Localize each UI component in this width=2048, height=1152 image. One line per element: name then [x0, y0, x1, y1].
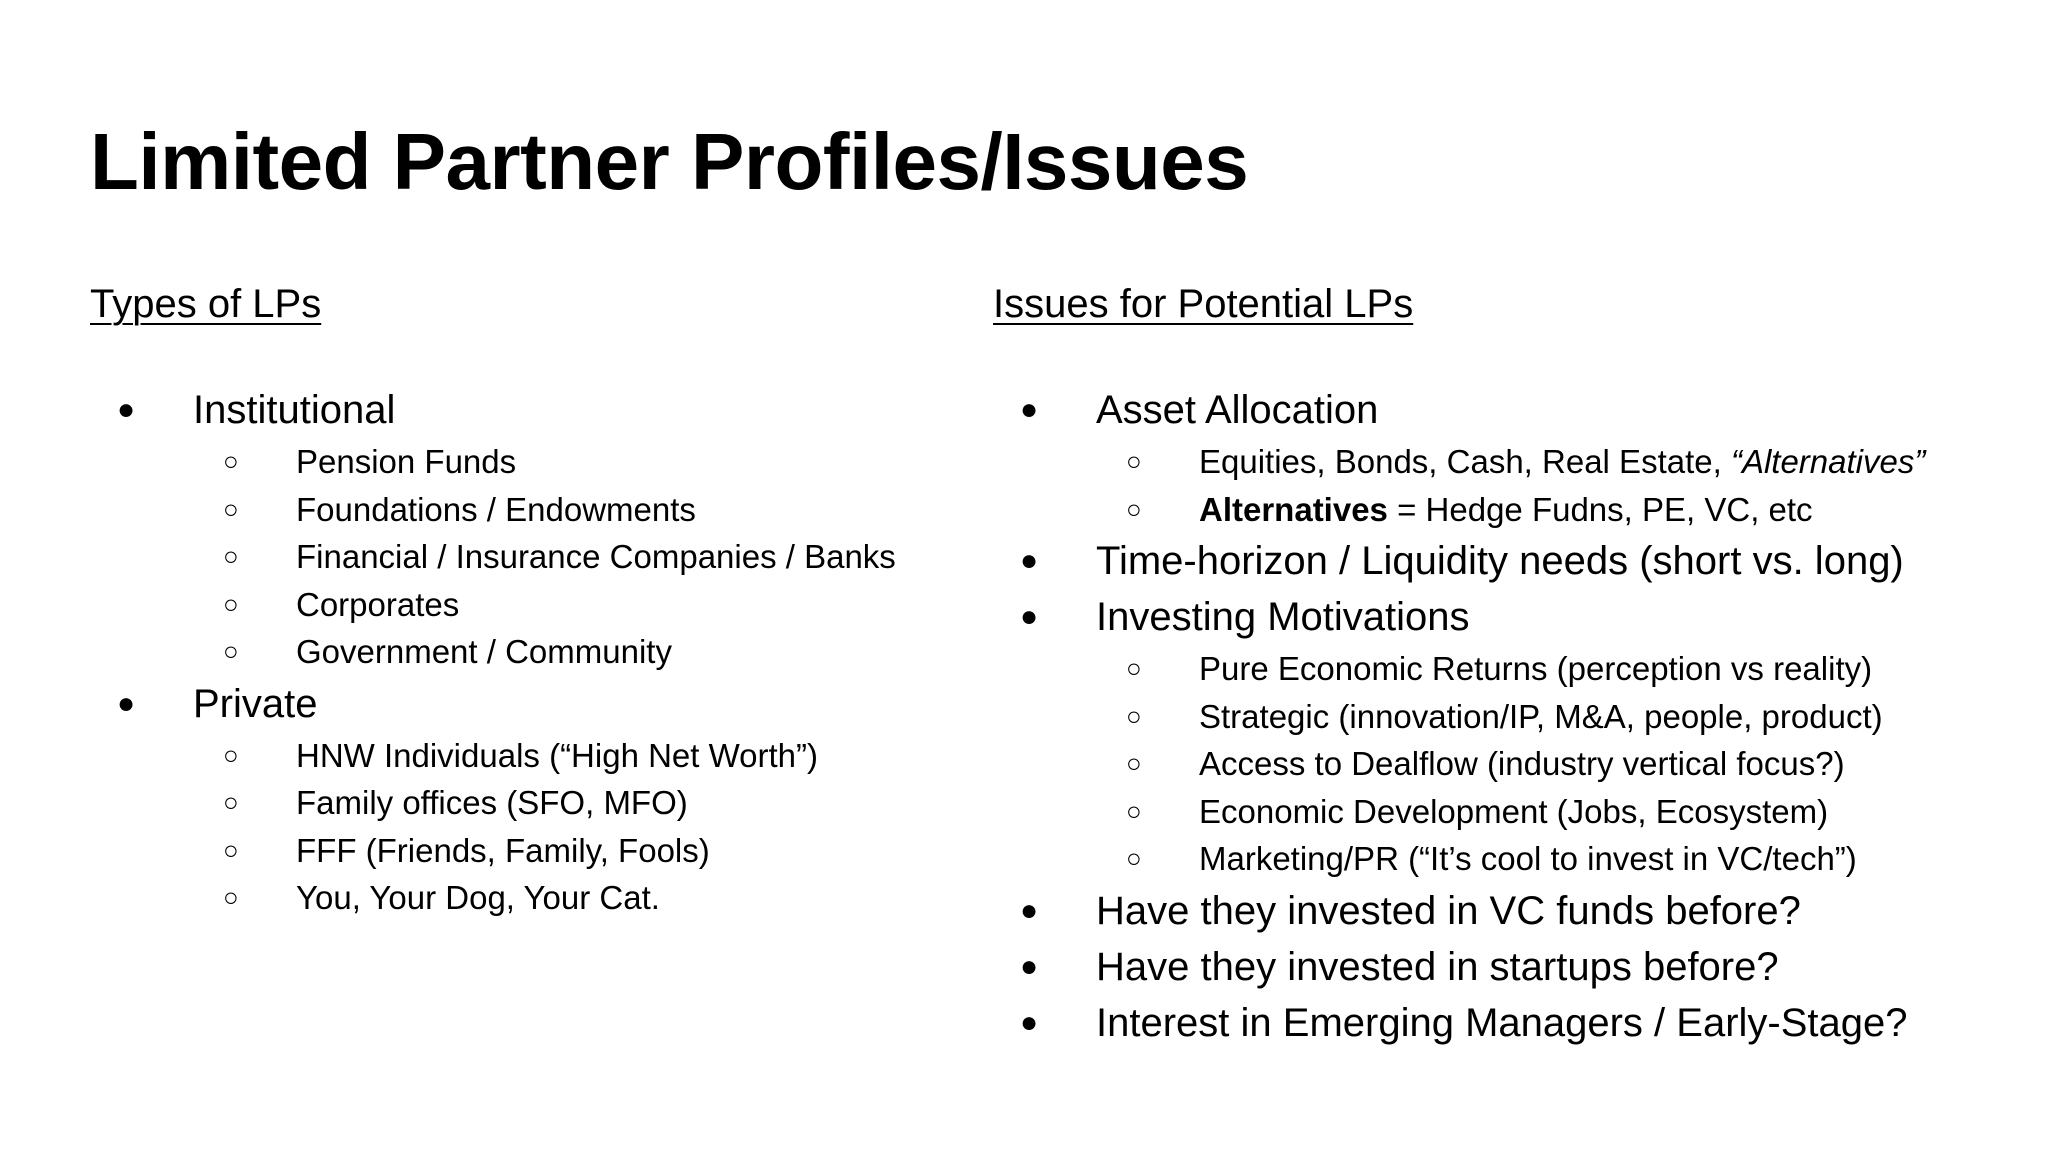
list-item: ○ Equities, Bonds, Cash, Real Estate, “Alternatives” — [1096, 438, 2033, 486]
list-item: ○ Marketing/PR (“It’s cool to invest in VC/tech”) — [1096, 835, 2033, 883]
bullet-hollow-icon: ○ — [223, 739, 239, 770]
list-item-label: Have they invested in VC funds before? — [1096, 888, 1801, 933]
bullet-hollow-icon: ○ — [223, 834, 239, 865]
types-of-lps-column — [90, 280, 970, 922]
list-item-private — [90, 676, 970, 922]
list-item-label: Time-horizon / Liquidity needs (short vs. long) — [1096, 539, 1904, 583]
bullet-filled-icon: ● — [1020, 600, 1039, 633]
asset-allocation-sublist — [1096, 438, 2033, 533]
list-item-label: Institutional — [193, 388, 396, 432]
issues-heading: Issues for Potential LPs — [993, 282, 1414, 326]
list-item: ○ Pure Economic Returns (perception vs reality) — [1096, 645, 2033, 693]
list-item: ○ Economic Development (Jobs, Ecosystem) — [1096, 788, 2033, 836]
list-item: ○ Corporates — [193, 581, 970, 629]
list-item: ○ Strategic (innovation/IP, M&A, people, product) — [1096, 693, 2033, 741]
bullet-filled-icon: ● — [1020, 949, 1039, 983]
bullet-hollow-icon: ○ — [223, 588, 239, 619]
list-item-label: Interest in Emerging Managers / Early-Stage? — [1096, 1000, 1908, 1045]
bullet-filled-icon: ● — [1020, 1005, 1039, 1039]
list-item-asset-allocation — [993, 382, 2033, 533]
bullet-filled-icon: ● — [1020, 544, 1039, 577]
issues-column — [993, 280, 2033, 1051]
list-item-time-horizon — [993, 533, 2033, 589]
list-item-institutional — [90, 382, 970, 676]
bullet-hollow-icon: ○ — [1126, 446, 1142, 476]
list-item: ○ Family offices (SFO, MFO) — [193, 779, 970, 827]
list-item-startups — [993, 939, 2033, 995]
list-item: ○ Government / Community — [193, 628, 970, 676]
list-item-label: Asset Allocation — [1096, 388, 1379, 432]
list-item-emerging-managers — [993, 995, 2033, 1051]
list-item-label: Have they invested in startups before? — [1096, 944, 1779, 989]
bullet-filled-icon: ● — [117, 686, 136, 720]
bullet-hollow-icon: ○ — [223, 787, 239, 817]
bullet-filled-icon: ● — [1020, 393, 1039, 426]
types-of-lps-list — [90, 382, 970, 922]
list-item: ○ Pension Funds — [193, 438, 970, 486]
bullet-hollow-icon: ○ — [1126, 795, 1142, 826]
list-item-investing-motivations — [993, 589, 2033, 883]
list-item: ○ Access to Dealflow (industry vertical focus?) — [1096, 740, 2033, 788]
list-item: ○ Foundations / Endowments — [193, 486, 970, 534]
bullet-filled-icon: ● — [117, 393, 136, 426]
bullet-hollow-icon: ○ — [1126, 748, 1142, 778]
investing-motivations-sublist — [1096, 645, 2033, 883]
bullet-hollow-icon: ○ — [1126, 843, 1142, 873]
list-item: ○ HNW Individuals (“High Net Worth”) — [193, 732, 970, 780]
list-item: ○ You, Your Dog, Your Cat. — [193, 874, 970, 922]
list-item-label: Investing Motivations — [1096, 595, 1470, 639]
institutional-sublist — [193, 438, 970, 676]
list-item: ○ FFF (Friends, Family, Fools) — [193, 827, 970, 875]
bullet-hollow-icon: ○ — [1126, 493, 1142, 524]
issues-list — [993, 382, 2033, 1051]
bullet-filled-icon: ● — [1020, 893, 1039, 927]
list-item-vc-funds — [993, 883, 2033, 939]
list-item: ○ Alternatives = Hedge Fudns, PE, VC, etc — [1096, 486, 2033, 534]
bullet-hollow-icon: ○ — [1126, 700, 1142, 731]
types-of-lps-heading: Types of LPs — [90, 282, 322, 326]
page-title: Limited Partner Profiles/Issues — [90, 117, 1249, 206]
list-item-label: Private — [193, 681, 318, 726]
bullet-hollow-icon: ○ — [1126, 653, 1142, 683]
bullet-hollow-icon: ○ — [223, 882, 239, 912]
bullet-hollow-icon: ○ — [223, 446, 239, 476]
bullet-hollow-icon: ○ — [223, 541, 239, 571]
bullet-hollow-icon: ○ — [223, 493, 239, 524]
private-sublist — [193, 732, 970, 922]
list-item: ○ Financial / Insurance Companies / Banks — [193, 533, 970, 581]
bullet-hollow-icon: ○ — [223, 636, 239, 666]
